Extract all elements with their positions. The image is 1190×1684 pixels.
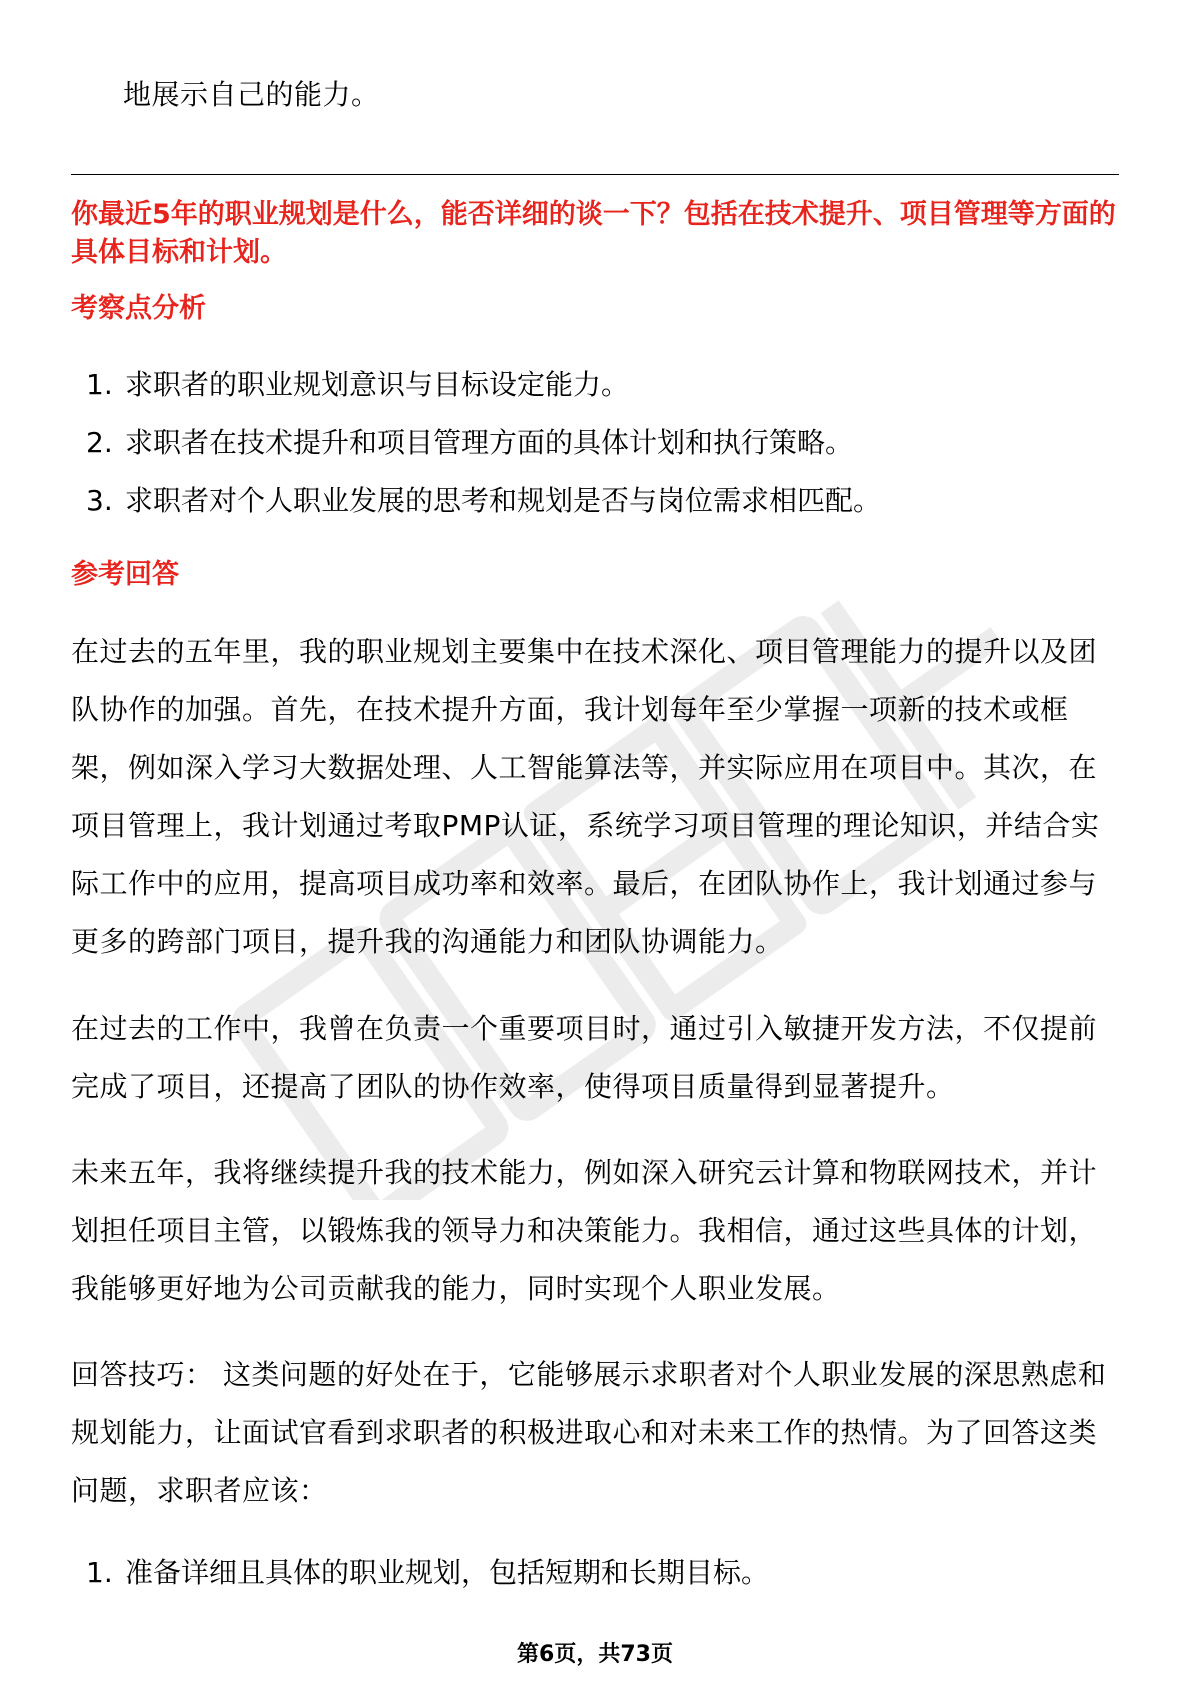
list-item: [86, 1544, 1116, 1602]
question-title: 你最近5年的职业规划是什么，能否详细的谈一下？包括在技术提升、项目管理等方面的具体目标和计划。: [71, 199, 1116, 268]
list-item: [86, 356, 1116, 414]
tips-list: [86, 1544, 1116, 1602]
analysis-list: [86, 356, 1116, 530]
list-item-number: 2.: [86, 426, 113, 459]
answer-paragraph: 在过去的五年里，我的职业规划主要集中在技术深化、项目管理能力的提升以及团队协作的加强。首先，在技术提升方面，我计划每年至少掌握一项新的技术或框架，例如深入学习大数据处理、人工智能算法等，并实际应用在项目中。其次，在项目管理上，我计划通过考取PMP认证，系统学习项目管理的理论知识，并结合实际工作中的应用，提高项目成功率和效率。最后，在团队协作上，我计划通过参与更多的跨部门项目，提升我的沟通能力和团队协调能力。: [71, 635, 1100, 958]
list-item-text: 求职者在技术提升和项目管理方面的具体计划和执行策略。: [125, 426, 854, 459]
list-item: [86, 472, 1116, 530]
list-item-text: 求职者的职业规划意识与目标设定能力。: [125, 368, 630, 401]
answer-paragraph: 在过去的工作中，我曾在负责一个重要项目时，通过引入敏捷开发方法，不仅提前完成了项目，还提高了团队的协作效率，使得项目质量得到显著提升。: [71, 1012, 1098, 1103]
answer-heading: 参考回答: [71, 559, 179, 590]
list-item-number: 3.: [86, 484, 113, 517]
list-item-text: 求职者对个人职业发展的思考和规划是否与岗位需求相匹配。: [125, 484, 882, 517]
tips-paragraph: 回答技巧： 这类问题的好处在于，它能够展示求职者对个人职业发展的深思熟虑和规划能力，让面试官看到求职者的积极进取心和对未来工作的热情。为了回答这类问题，求职者应该：: [71, 1358, 1107, 1507]
list-item-number: 1.: [86, 1556, 113, 1589]
continuation-text: 地展示自己的能力。: [123, 78, 380, 111]
section-divider: [71, 174, 1119, 175]
page-number-footer: 第6页，共73页: [517, 1642, 673, 1667]
list-item-text: 准备详细且具体的职业规划，包括短期和长期目标。: [125, 1556, 770, 1589]
list-item: [86, 414, 1116, 472]
analysis-heading: 考察点分析: [71, 293, 206, 324]
answer-paragraph: 未来五年，我将继续提升我的技术能力，例如深入研究云计算和物联网技术，并计划担任项目主管，以锻炼我的领导力和决策能力。我相信，通过这些具体的计划，我能够更好地为公司贡献我的能力，同时实现个人职业发展。: [71, 1156, 1098, 1305]
list-item-number: 1.: [86, 368, 113, 401]
